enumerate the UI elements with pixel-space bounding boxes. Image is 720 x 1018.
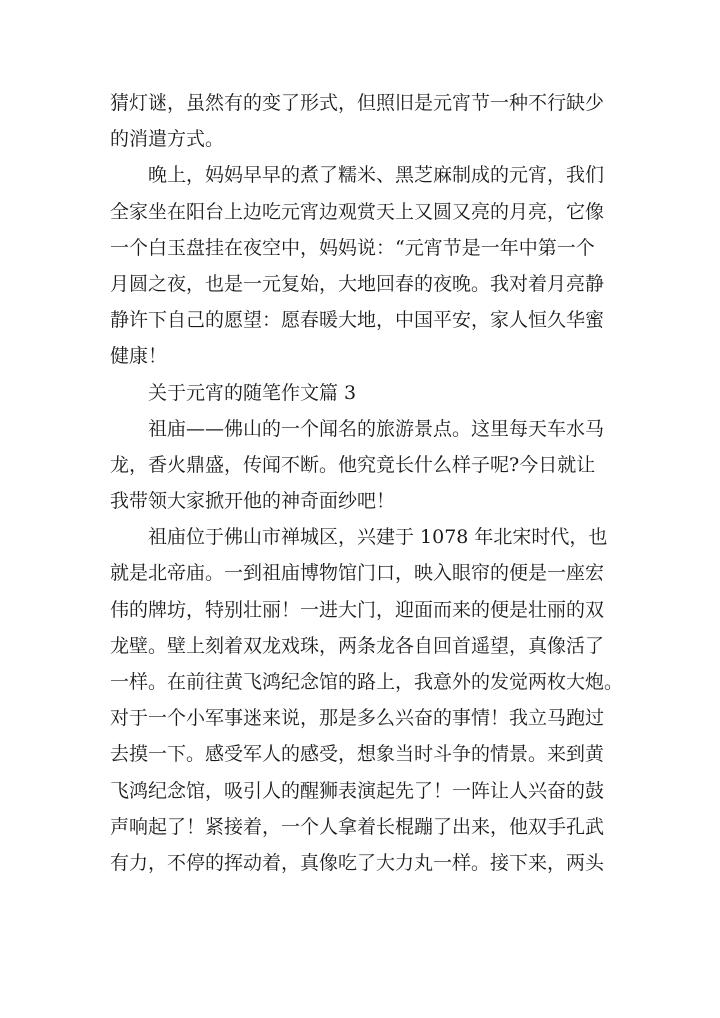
text-line: 健康！ bbox=[110, 345, 168, 368]
text-line: 一个白玉盘挂在夜空中，妈妈说：“元宵节是一年中第一个 bbox=[110, 236, 595, 259]
text-line: 祖庙——佛山的一个闻名的旅游景点。这里每天车水马 bbox=[148, 417, 605, 440]
text-line: 对于一个小军事迷来说，那是多么兴奋的事情！我立马跑过 bbox=[110, 707, 605, 730]
section-heading: 关于元宵的随笔作文篇 3 bbox=[148, 381, 357, 404]
text-line: 就是北帝庙。一到祖庙博物馆门口，映入眼帘的便是一座宏 bbox=[110, 562, 605, 585]
text-line: 的消遣方式。 bbox=[110, 128, 225, 151]
text-line: 我带领大家掀开他的神奇面纱吧！ bbox=[110, 490, 396, 513]
text-line: 有力，不停的挥动着，真像吃了大力丸一样。接下来，两头 bbox=[110, 851, 605, 874]
text-line: 飞鸿纪念馆，吸引人的醒狮表演起先了！一阵让人兴奋的鼓 bbox=[110, 779, 605, 802]
text-line: 龙，香火鼎盛，传闻不断。他究竟长什么样子呢?今日就让 bbox=[110, 453, 596, 476]
text-line: 月圆之夜，也是一元复始，大地回春的夜晚。我对着月亮静 bbox=[110, 272, 605, 295]
text-line: 龙壁。壁上刻着双龙戏珠，两条龙各自回首遥望，真像活了 bbox=[110, 634, 605, 657]
text-line: 晚上，妈妈早早的煮了糯米、黑芝麻制成的元宵，我们 bbox=[148, 164, 605, 187]
text-line: 声响起了！紧接着，一个人拿着长棍蹦了出来，他双手孔武 bbox=[110, 815, 605, 838]
text-line: 静许下自己的愿望：愿春暖大地，中国平安，家人恒久华蜜 bbox=[110, 309, 605, 332]
text-line: 伟的牌坊，特别壮丽！一进大门，迎面而来的便是壮丽的双 bbox=[110, 598, 605, 621]
text-line: 祖庙位于佛山市禅城区，兴建于 1078 年北宋时代，也 bbox=[148, 526, 608, 549]
text-line: 一样。在前往黄飞鸿纪念馆的路上，我意外的发觉两枚大炮。 bbox=[110, 671, 624, 693]
text-line: 猜灯谜，虽然有的变了形式，但照旧是元宵节一种不行缺少 bbox=[110, 92, 605, 114]
text-line: 全家坐在阳台上边吃元宵边观赏天上又圆又亮的月亮，它像 bbox=[110, 200, 605, 223]
document-page bbox=[110, 85, 624, 881]
text-line: 去摸一下。感受军人的感受，想象当时斗争的情景。来到黄 bbox=[110, 743, 605, 766]
